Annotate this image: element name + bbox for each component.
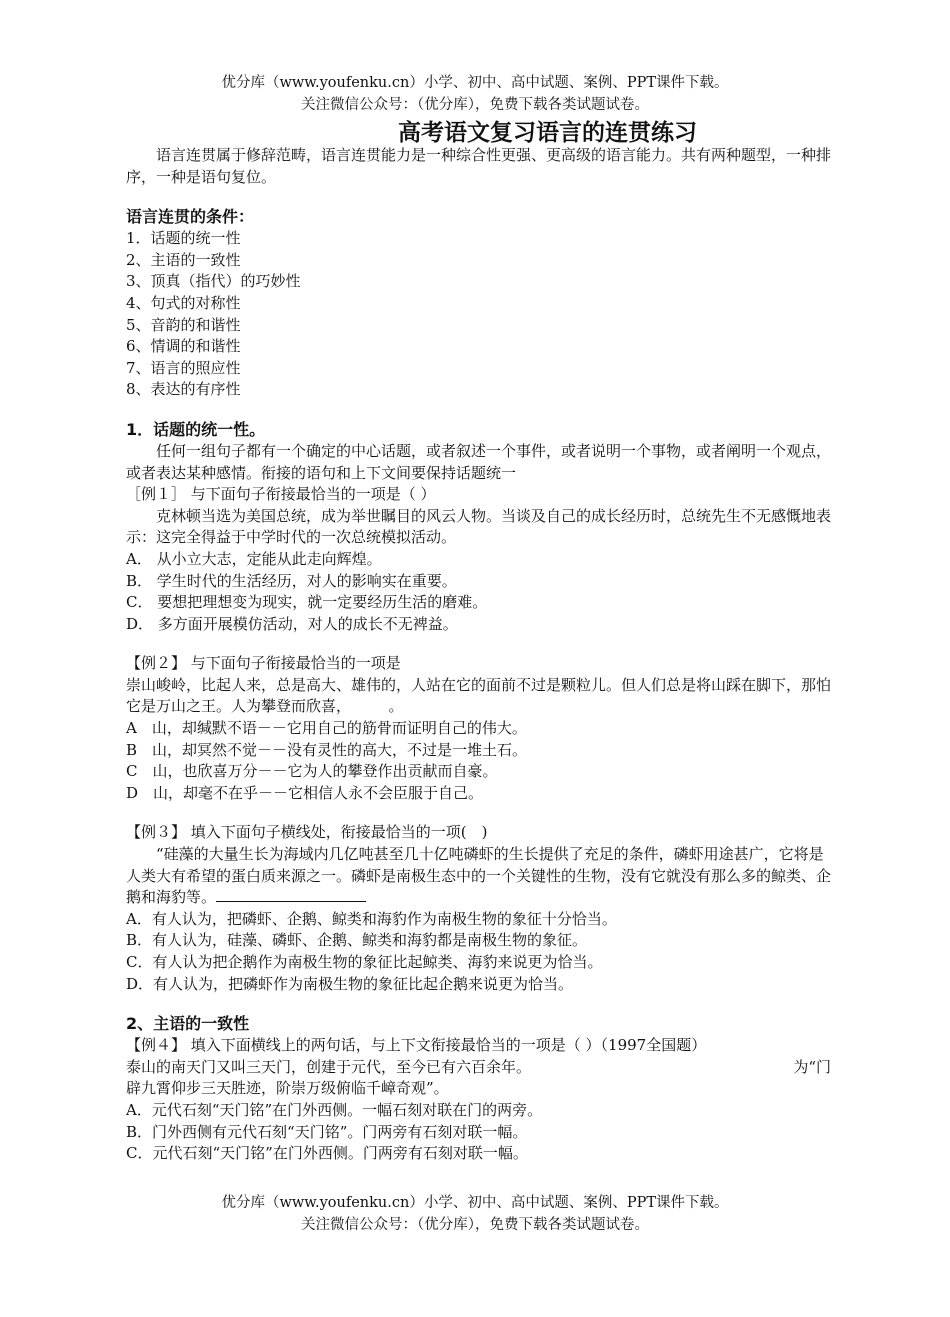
header-line-1: 优分库（www.youfenku.cn）小学、初中、高中试题、案例、PPT课件下载。 [221, 75, 729, 91]
section1-description: 任何一组句子都有一个确定的中心话题，或者叙述一个事件，或者说明一个事物，或者阐明一个观点，或者表达某种感情。衔接的语句和上下文间要保持话题统一 [126, 441, 832, 482]
list-item: 4、句式的对称性 [126, 293, 241, 312]
answer-blank [216, 887, 366, 902]
example4-option-a: A．元代石刻“天门铭”在门外西侧。一幅石刻对联在门的两旁。 [126, 1100, 543, 1119]
document-title: 高考语文复习语言的连贯练习 [398, 119, 697, 146]
example4-option-b: B．门外西侧有元代石刻“天门铭”。门两旁有石刻对联一幅。 [126, 1122, 528, 1141]
example2-option-b: B 山，却冥然不觉－－没有灵性的高大，不过是一堆土石。 [126, 740, 528, 759]
example4-text-line1 [126, 1057, 831, 1079]
example4-text-a: 泰山的南天门又叫三天门，创建于元代，至今已有六百余年。 [126, 1057, 532, 1076]
header-line-2: 关注微信公众号：（优分库），免费下载各类试题试卷。 [301, 97, 649, 113]
list-item: 1．话题的统一性 [126, 229, 241, 248]
example2-text: 崇山峻岭，比起人来，总是高大、雄伟的，人站在它的面前不过是颗粒儿。但人们总是将山踩在脚下，那怕它是万山之王。人为攀登而欣喜， 。 [126, 675, 832, 716]
example4-option-c: C．元代石刻“天门铭”在门外西侧。门两旁有石刻对联一幅。 [126, 1144, 528, 1163]
intro-paragraph: 语言连贯属于修辞范畴，语言连贯能力是一种综合性更强、更高级的语言能力。共有两种题型，一种排序，一种是语句复位。 [126, 146, 832, 186]
conditions-heading: 语言连贯的条件： [126, 207, 255, 227]
example4-text-c: 辟九霄仰步三天胜迹，阶崇万级俯临千嶂奇观”。 [126, 1079, 449, 1098]
section2-heading: 2、主语的一致性 [126, 1014, 250, 1034]
example1-option-b: B． 学生时代的生活经历，对人的影响实在重要。 [126, 571, 457, 590]
list-item: 5、音韵的和谐性 [126, 315, 241, 334]
list-item: 7、语言的照应性 [126, 358, 241, 377]
example1-text: 克林顿当选为美国总统，成为举世瞩目的风云人物。当谈及自己的成长经历时，总统先生不无感慨地表示：这完全得益于中学时代的一次总统模拟活动。 [126, 506, 832, 547]
example3-label: 【例３】 填入下面句子横线处，衔接最恰当的一项( ) [126, 823, 488, 842]
conditions-list [126, 228, 831, 401]
section1-heading: 1．话题的统一性。 [126, 419, 266, 439]
footer-line-2: 关注微信公众号：（优分库），免费下载各类试题试卷。 [301, 1217, 649, 1233]
example3-option-b: B．有人认为，硅藻、磷虾、企鹅、鲸类和海豹都是南极生物的象征。 [126, 931, 588, 950]
example4-text-b: 为“门 [793, 1057, 831, 1076]
list-item: 8、表达的有序性 [126, 380, 241, 399]
page-header [0, 72, 950, 116]
footer-line-1: 优分库（www.youfenku.cn）小学、初中、高中试题、案例、PPT课件下载。 [221, 1195, 729, 1211]
example1-label: ［例１］ 与下面句子衔接最恰当的一项是（ ） [126, 485, 436, 504]
example2-option-d: D 山，却毫不在乎－－它相信人永不会臣服于自己。 [126, 783, 484, 802]
list-item: 2、主语的一致性 [126, 250, 241, 269]
list-item: 3、顶真（指代）的巧妙性 [126, 272, 301, 291]
example1-option-c: C． 要想把理想变为现实，就一定要经历生活的磨难。 [126, 593, 488, 612]
example3-option-d: D．有人认为，把磷虾作为南极生物的象征比起企鹅来说更为恰当。 [126, 974, 574, 993]
example2-option-c: C 山，也欣喜万分－－它为人的攀登作出贡献而自豪。 [126, 762, 498, 781]
example1-option-a: A． 从小立大志，定能从此走向辉煌。 [126, 549, 382, 568]
document-body [126, 145, 831, 1165]
example3-option-c: C．有人认为把企鹅作为南极生物的象征比起鲸类、海豹来说更为恰当。 [126, 953, 603, 971]
page-footer [0, 1192, 950, 1236]
example2-label: 【例２】 与下面句子衔接最恰当的一项是 [126, 654, 401, 673]
example3-text [126, 844, 831, 909]
example4-label: 【例４】 填入下面横线上的两句话，与上下文衔接最恰当的一项是（ ）（1997全国题） [126, 1036, 707, 1055]
example3-text-body: “硅藻的大量生长为海域内几亿吨甚至几十亿吨磷虾的生长提供了充足的条件，磷虾用途甚广，它将是人类大有希望的蛋白质来源之一。磷虾是南极生态中的一个关键性的生物，没有它就没有那么多的鲸类、企鹅和海豹等。 [126, 845, 832, 907]
list-item: 6、情调的和谐性 [126, 337, 241, 356]
example3-option-a: A．有人认为，把磷虾、企鹅、鲸类和海豹作为南极生物的象征十分恰当。 [126, 909, 617, 928]
example2-option-a: A 山，却缄默不语－－它用自己的筋骨而证明自己的伟大。 [126, 719, 527, 738]
example1-option-d: D． 多方面开展模仿活动，对人的成长不无裨益。 [126, 614, 458, 633]
